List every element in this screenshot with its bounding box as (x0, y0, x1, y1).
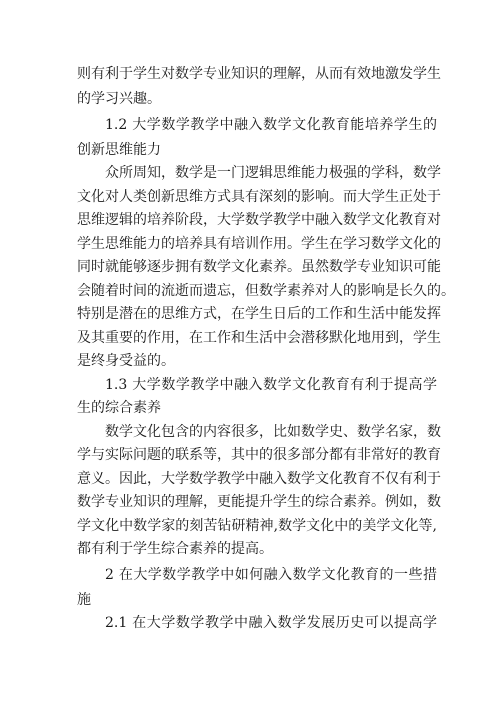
text-line: 数学专业知识的理解，更能提升学生的综合素养。例如，数 (77, 494, 441, 510)
text-line: 2.1 在大学数学教学中融入数学发展历史可以提高学 (105, 615, 437, 631)
text-line: 会随着时间的流逝而遗忘，但数学素养对人的影响是长久的。 (77, 283, 455, 299)
text-line: 生的综合素养 (77, 400, 161, 416)
text-line: 文化对人类创新思维方式具有深刻的影响。而大学生正处于 (77, 189, 441, 205)
text-line: 则有利于学生对数学专业知识的理解，从而有效地激发学生 (77, 66, 441, 82)
text-line: 1.2 大学数学教学中融入数学文化教育能培养学生的 (105, 117, 437, 133)
text-line: 数学文化包含的内容很多，比如数学史、数学名家，数 (105, 424, 441, 440)
text-line: 及其重要的作用，在工作和生活中会潜移默化地用到，学生 (77, 330, 441, 346)
text-line: 意义。因此，大学数学教学中融入数学文化教育不仅有利于 (77, 471, 441, 487)
text-line: 2 在大学数学教学中如何融入数学文化教育的一些措 (105, 567, 437, 583)
text-line: 是终身受益的。 (77, 353, 175, 369)
text-line: 同时就能够逐步拥有数学文化素养。虽然数学专业知识可能 (77, 259, 441, 275)
text-line: 学生思维能力的培养具有培训作用。学生在学习数学文化的 (77, 236, 441, 252)
text-line: 学与实际问题的联系等，其中的很多部分都有非常好的教育 (77, 447, 441, 463)
text-line: 都有利于学生综合素养的提高。 (77, 541, 273, 557)
text-line: 思维逻辑的培养阶段，大学数学教学中融入数学文化教育对 (77, 212, 441, 228)
text-line: 创新思维能力 (77, 142, 161, 158)
text-line: 施 (77, 592, 91, 608)
text-line: 的学习兴趣。 (77, 91, 161, 107)
text-line: 特别是潜在的思维方式，在学生日后的工作和生活中能发挥 (77, 306, 441, 322)
text-line: 众所周知，数学是一门逻辑思维能力极强的学科，数学 (105, 165, 441, 181)
text-line: 学文化中数学家的刻苦钻研精神,数学文化中的美学文化等, (77, 518, 437, 534)
text-line: 1.3 大学数学教学中融入数学文化教育有利于提高学 (105, 377, 437, 393)
